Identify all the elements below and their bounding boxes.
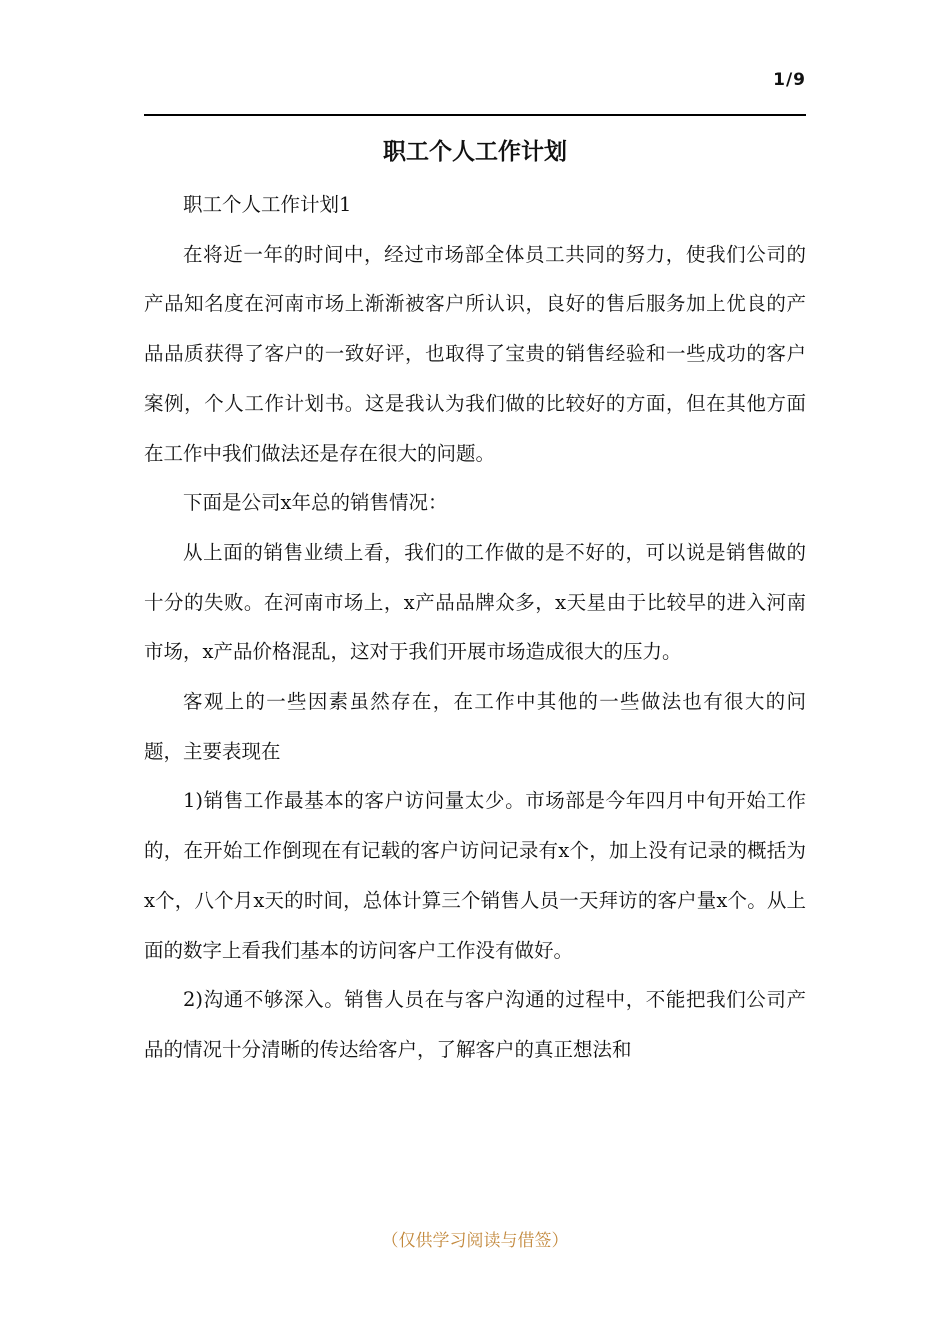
footer-note: （仅供学习阅读与借签） bbox=[381, 1231, 569, 1251]
paragraph-subtitle: 职工个人工作计划1 bbox=[183, 193, 352, 216]
page-number: 1/9 bbox=[773, 70, 806, 90]
document-title: 职工个人工作计划 bbox=[383, 138, 567, 165]
paragraph-problems: 客观上的一些因素虽然存在，在工作中其他的一些做法也有很大的问题，主要表现在 bbox=[144, 690, 806, 763]
paragraph-performance: 从上面的销售业绩上看，我们的工作做的是不好的，可以说是销售做的十分的失败。在河南市场上，x产品品牌众多，x天星由于比较早的进入河南市场，x产品价格混乱，这对于我们开展市场造成很大的压力。 bbox=[144, 540, 806, 664]
paragraph-intro: 在将近一年的时间中，经过市场部全体员工共同的努力，使我们公司的产品知名度在河南市场上渐渐被客户所认识，良好的售后服务加上优良的产品品质获得了客户的一致好评，也取得了宝贵的销售经验和一些成功的客户案例，个人工作计划书。这是我认为我们做的比较好的方面，但在其他方面在工作中我们做法还是存在很大的问题。 bbox=[144, 242, 806, 465]
paragraph-sales-summary: 下面是公司x年总的销售情况： bbox=[183, 491, 448, 515]
document-body bbox=[144, 180, 806, 1075]
paragraph-point-1: 1)销售工作最基本的客户访问量太少。市场部是今年四月中旬开始工作的，在开始工作倒现在有记载的客户访问记录有x个，加上没有记录的概括为x个，八个月x天的时间，总体计算三个销售人员一天拜访的客户量x个。从上面的数字上看我们基本的访问客户工作没有做好。 bbox=[144, 789, 806, 962]
paragraph-point-2: 2)沟通不够深入。销售人员在与客户沟通的过程中，不能把我们公司产品的情况十分清晰的传达给客户，了解客户的真正想法和 bbox=[144, 988, 806, 1061]
header-divider bbox=[144, 114, 806, 116]
